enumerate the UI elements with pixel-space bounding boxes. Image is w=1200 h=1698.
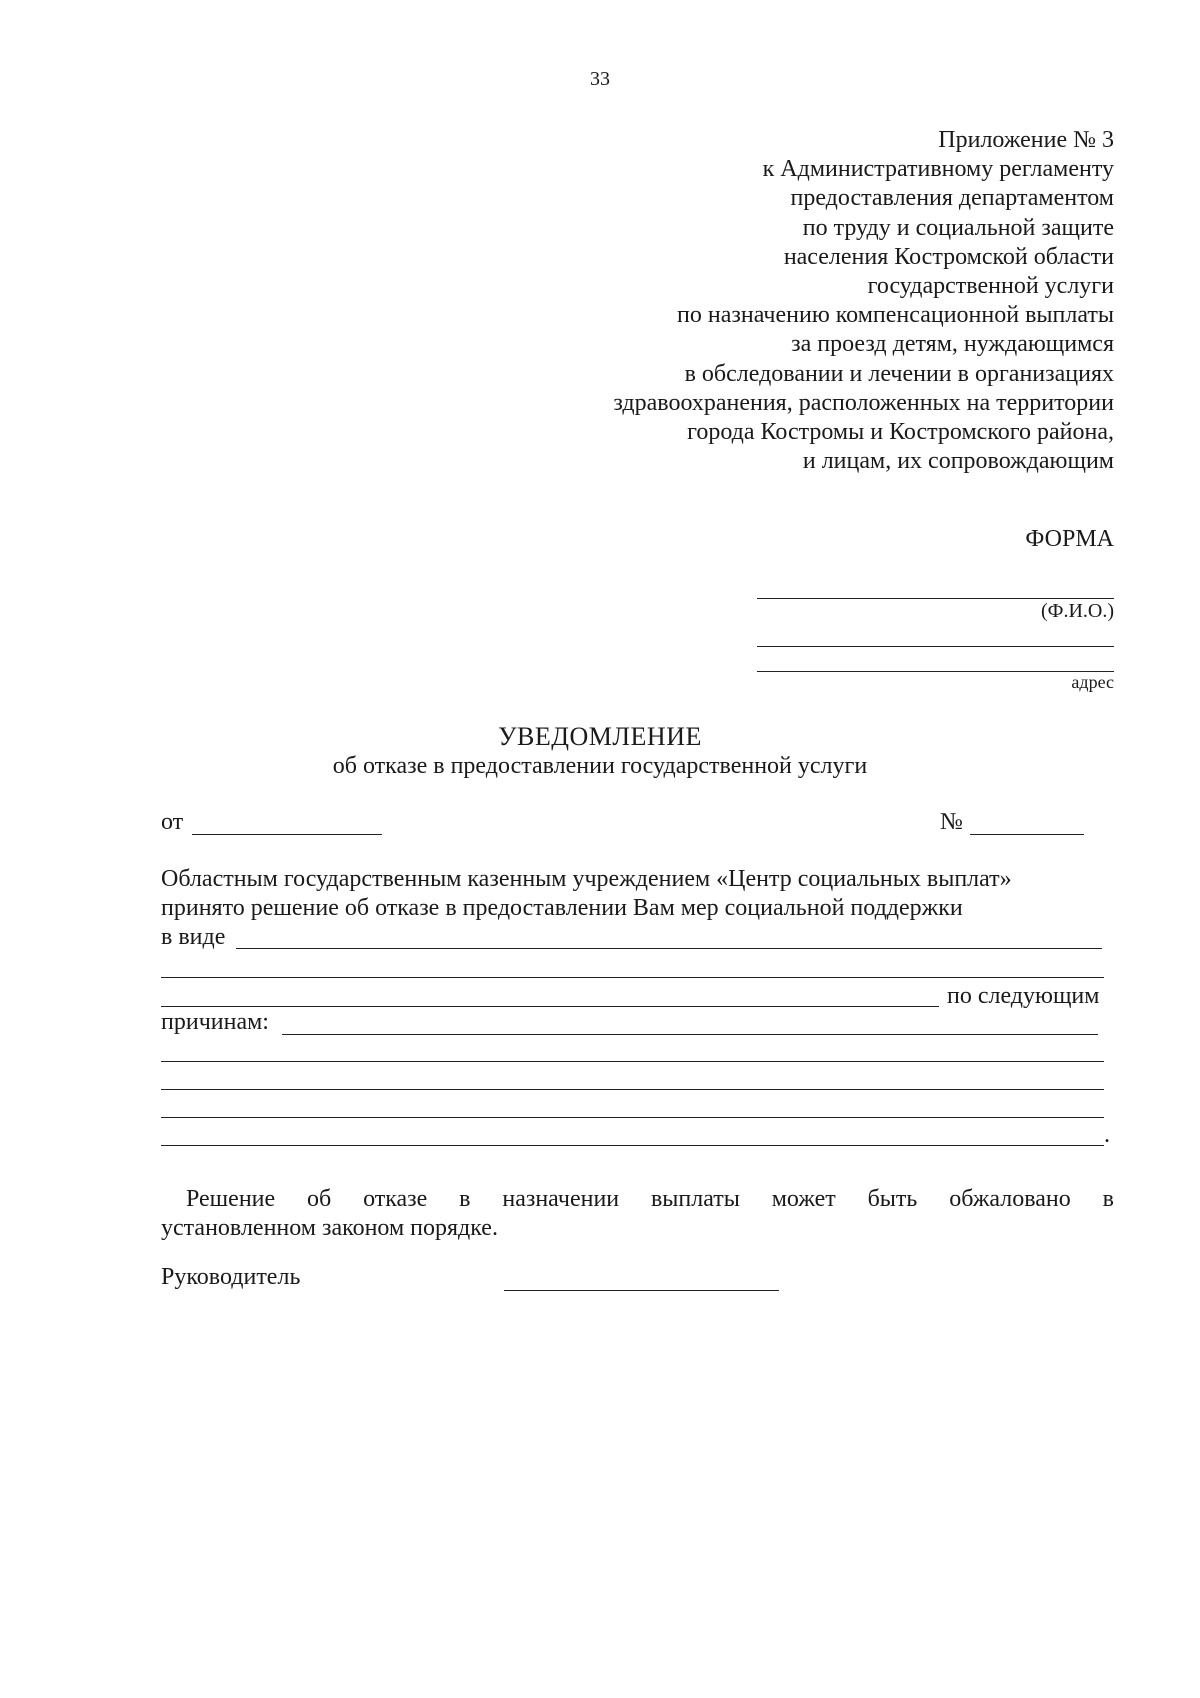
signature-line: [504, 1290, 779, 1291]
appeal-word: отказе: [363, 1186, 428, 1212]
in-form-label: в виде: [161, 924, 226, 950]
appendix-line: государственной услуги: [867, 273, 1114, 300]
appeal-word: назначении: [502, 1186, 620, 1212]
support-type-line-2: [161, 977, 1104, 978]
page-number: 33: [590, 68, 610, 90]
address-line-1: [757, 646, 1114, 647]
appeal-line-2: установленном законом порядке.: [161, 1215, 498, 1241]
following-label: по следующим: [947, 983, 1100, 1009]
address-line-2: [757, 671, 1114, 672]
body-line-2: принято решение об отказе в предоставлении Вам мер социальной поддержки: [161, 895, 963, 921]
reasons-line-2: [161, 1061, 1104, 1062]
body-line-1: Областным государственным казенным учреждением «Центр социальных выплат»: [161, 866, 1012, 892]
appeal-word: выплаты: [650, 1186, 740, 1212]
date-label: от: [161, 809, 184, 835]
support-type-line-3: [161, 1006, 939, 1007]
number-field: [970, 834, 1084, 835]
reasons-line-1: [282, 1034, 1098, 1035]
appendix-line: к Административному регламенту: [762, 156, 1114, 183]
appendix-line: и лицам, их сопровождающим: [802, 448, 1114, 475]
reasons-label: причинам:: [161, 1009, 269, 1035]
appeal-word: в: [459, 1186, 471, 1212]
notice-title: УВЕДОМЛЕНИЕ: [498, 722, 702, 751]
appendix-header: [613, 126, 1114, 476]
appeal-word: об: [307, 1186, 332, 1212]
appeal-word: в: [1102, 1186, 1114, 1212]
reasons-line-5: [161, 1145, 1104, 1146]
date-field: [192, 834, 382, 835]
appeal-word: быть: [867, 1186, 918, 1212]
appeal-word: может: [771, 1186, 836, 1212]
head-label: Руководитель: [161, 1264, 301, 1290]
appendix-line: предоставления департаментом: [790, 185, 1114, 212]
appendix-line: в обследовании и лечении в организациях: [684, 360, 1114, 387]
reasons-period: .: [1104, 1122, 1110, 1148]
appendix-line: за проезд детям, нуждающимся: [791, 331, 1114, 358]
address-caption: адрес: [1071, 672, 1114, 692]
number-label: №: [940, 809, 963, 835]
appendix-line: Приложение № 3: [938, 127, 1114, 153]
appendix-line: города Костромы и Костромского района,: [687, 419, 1114, 446]
fio-caption: (Ф.И.О.): [1040, 600, 1114, 622]
appendix-line: здравоохранения, расположенных на территории: [613, 389, 1114, 416]
appendix-line: по труду и социальной защите: [802, 214, 1114, 241]
reasons-line-4: [161, 1117, 1104, 1118]
appeal-word: Решение: [186, 1186, 276, 1212]
reasons-line-3: [161, 1089, 1104, 1090]
notice-subtitle: об отказе в предоставлении государственной услуги: [332, 753, 868, 779]
appendix-line: населения Костромской области: [783, 243, 1114, 270]
appeal-line-1: [186, 1186, 1114, 1213]
fio-line: [757, 598, 1114, 599]
support-type-line-1: [236, 948, 1102, 949]
appendix-line: по назначению компенсационной выплаты: [677, 302, 1114, 329]
form-label: ФОРМА: [1025, 526, 1114, 552]
appeal-word: обжаловано: [949, 1186, 1071, 1212]
